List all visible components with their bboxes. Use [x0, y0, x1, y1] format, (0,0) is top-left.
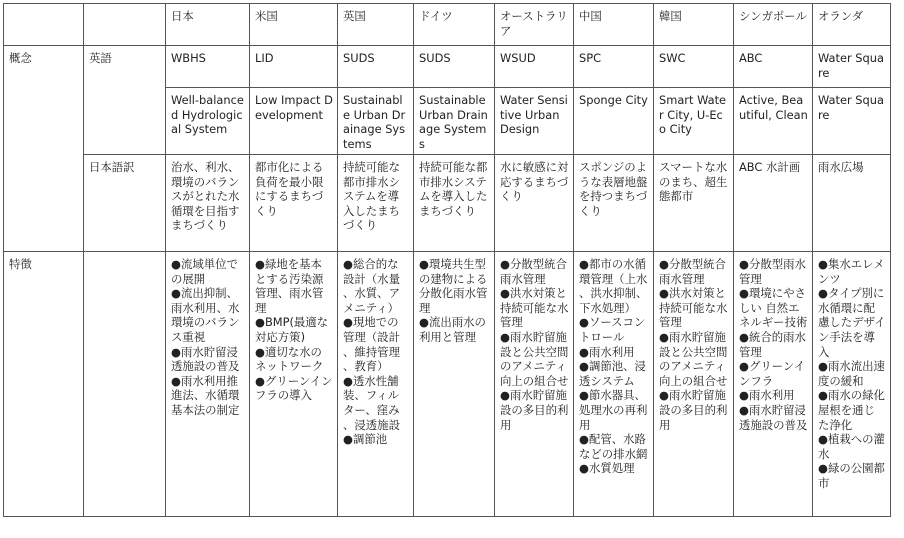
jp-usa: 都市化による負荷を最小限にするまちづくり [250, 155, 338, 252]
japanese-label: 日本語訳 [84, 155, 166, 252]
feature-item: ●分散型統合雨水管理 [659, 257, 726, 286]
water-management-comparison-table [3, 3, 891, 517]
feature-item: ●緑地を基本とする汚染源管理、雨水管理 [255, 257, 324, 315]
feature-item: ●雨水利用推進法、水循環基本法の制定 [171, 373, 240, 417]
jp-singapore: ABC 水計画 [734, 155, 813, 252]
jp-uk: 持続可能な都市排水システムを導入したまちづくり [338, 155, 414, 252]
features-singapore [734, 252, 813, 517]
header-germany: ドイツ [414, 4, 495, 46]
feature-item: ●雨水貯留施設の多目的利用 [500, 388, 569, 432]
abbr-australia: WSUD [495, 46, 574, 88]
english-abbreviation-row [4, 46, 891, 88]
abbr-korea: SWC [654, 46, 734, 88]
feature-item: ●集水エレメンツ [818, 257, 885, 286]
features-usa [250, 252, 338, 517]
feature-item: ●流出雨水の利用と管理 [419, 315, 486, 344]
header-korea: 韓国 [654, 4, 734, 46]
feature-item: ●分散型雨水管理 [739, 257, 806, 286]
fullname-singapore: Active, Beautiful, Clean [734, 88, 813, 155]
feature-item: ●現地での管理（設計、維持管理、教育） [343, 315, 400, 374]
header-row [4, 4, 891, 46]
abbr-japan: WBHS [166, 46, 250, 88]
features-australia [495, 252, 574, 517]
header-blank-2 [84, 4, 166, 46]
features-japan [166, 252, 250, 517]
fullname-germany: Sustainable Urban Drainage Systems [414, 88, 495, 155]
fullname-usa: Low Impact Development [250, 88, 338, 155]
fullname-uk: Sustainable Urban Drainage Systems [338, 88, 414, 155]
abbr-china: SPC [574, 46, 654, 88]
feature-item: ●グリーンインフラ [739, 359, 806, 388]
feature-item: ●水質処理 [579, 461, 635, 476]
feature-item: ●分散型統合雨水管理 [500, 257, 567, 286]
header-netherlands: オランダ [813, 4, 891, 46]
features-netherlands [813, 252, 891, 517]
feature-item: ●雨水利用 [579, 344, 635, 359]
fullname-japan: Well-balanced Hydrological System [166, 88, 250, 155]
feature-item: ●雨水貯留施設と公共空間のアメニティ向上の組合せ [500, 329, 569, 388]
header-uk: 英国 [338, 4, 414, 46]
feature-item: ●配管、水路などの排水網 [579, 432, 648, 461]
jp-china: スポンジのような表層地盤を持つまちづくり [574, 155, 654, 252]
jp-korea: スマートな水のまち、超生態都市 [654, 155, 734, 252]
fullname-korea: Smart Water City, U-Eco City [654, 88, 734, 155]
feature-item: ●流域単位での展開 [171, 257, 238, 286]
abbr-netherlands: Water Square [813, 46, 891, 88]
feature-item: ●雨水貯留浸透施設の普及 [739, 402, 808, 432]
fullname-netherlands: Water Square [813, 88, 891, 155]
fullname-china: Sponge City [574, 88, 654, 155]
header-china: 中国 [574, 4, 654, 46]
feature-item: ●雨水の緑化屋根を通じた浄化 [818, 388, 885, 432]
feature-item: ●洪水対策と持続可能な水管理 [659, 286, 728, 330]
feature-item: ●グリーンインフラの導入 [255, 373, 333, 403]
jp-japan: 治水、利水、環境のバランスがとれた水循環を目指すまちづくり [166, 155, 250, 252]
feature-item: ●雨水貯留施設と公共空間のアメニティ向上の組合せ [659, 329, 728, 388]
feature-item: ●雨水流出速度の緩和 [818, 359, 885, 388]
feature-item: ●流出抑制、雨水利用、水環境のバランス重視 [171, 286, 240, 344]
header-japan: 日本 [166, 4, 250, 46]
feature-item: ●調節池、浸透システム [579, 359, 646, 388]
header-australia: オーストラリア [495, 4, 574, 46]
features-uk [338, 252, 414, 517]
english-label: 英語 [84, 46, 166, 155]
features-row [4, 252, 891, 517]
features-china [574, 252, 654, 517]
feature-item: ●雨水利用 [739, 388, 795, 403]
jp-netherlands: 雨水広場 [813, 155, 891, 252]
feature-item: ●環境にやさしい 自然エネルギー技術 [739, 286, 808, 330]
feature-item: ●緑の公園都市 [818, 461, 885, 490]
feature-item: ●透水性舗装、フィルター、窪み、浸透施設 [343, 373, 400, 432]
abbr-usa: LID [250, 46, 338, 88]
feature-item: ●環境共生型の建物による分散化雨水管理 [419, 257, 488, 315]
jp-germany: 持続可能な都市排水システムを導入したまちづくり [414, 155, 495, 252]
jp-australia: 水に敏感に対応するまちづくり [495, 155, 574, 252]
header-singapore: シンガポール [734, 4, 813, 46]
feature-item: ●ソースコントロール [579, 315, 646, 344]
features-blank [84, 252, 166, 517]
abbr-singapore: ABC [734, 46, 813, 88]
feature-item: ●タイプ別に水循環に配慮したデザイン手法を導入 [818, 286, 886, 359]
japanese-translation-row [4, 155, 891, 252]
feature-item: ●適切な水のネットワーク [255, 344, 324, 374]
feature-item: ●洪水対策と持続可能な水管理 [500, 286, 569, 330]
features-germany [414, 252, 495, 517]
features-korea [654, 252, 734, 517]
abbr-uk: SUDS [338, 46, 414, 88]
header-blank-1 [4, 4, 84, 46]
feature-item: ●節水器具、処理水の再利用 [579, 388, 648, 432]
abbr-germany: SUDS [414, 46, 495, 88]
feature-item: ●調節池 [343, 432, 388, 447]
fullname-australia: Water Sensitive Urban Design [495, 88, 574, 155]
feature-item: ●都市の水循環管理（上水、洪水抑制、下水処理） [579, 257, 648, 315]
feature-item: ●植栽への灌水 [818, 432, 885, 461]
feature-item: ●総合的な設計（水量、水質、アメニティ） [343, 257, 400, 315]
features-label: 特徴 [4, 252, 84, 517]
header-usa: 米国 [250, 4, 338, 46]
feature-item: ●雨水貯留浸透施設の普及 [171, 344, 240, 374]
feature-item: ●BMP(最適な対応方策) [255, 315, 329, 344]
concept-label: 概念 [4, 46, 84, 252]
feature-item: ●統合的雨水管理 [739, 329, 806, 359]
feature-item: ●雨水貯留施設の多目的利用 [659, 388, 728, 432]
